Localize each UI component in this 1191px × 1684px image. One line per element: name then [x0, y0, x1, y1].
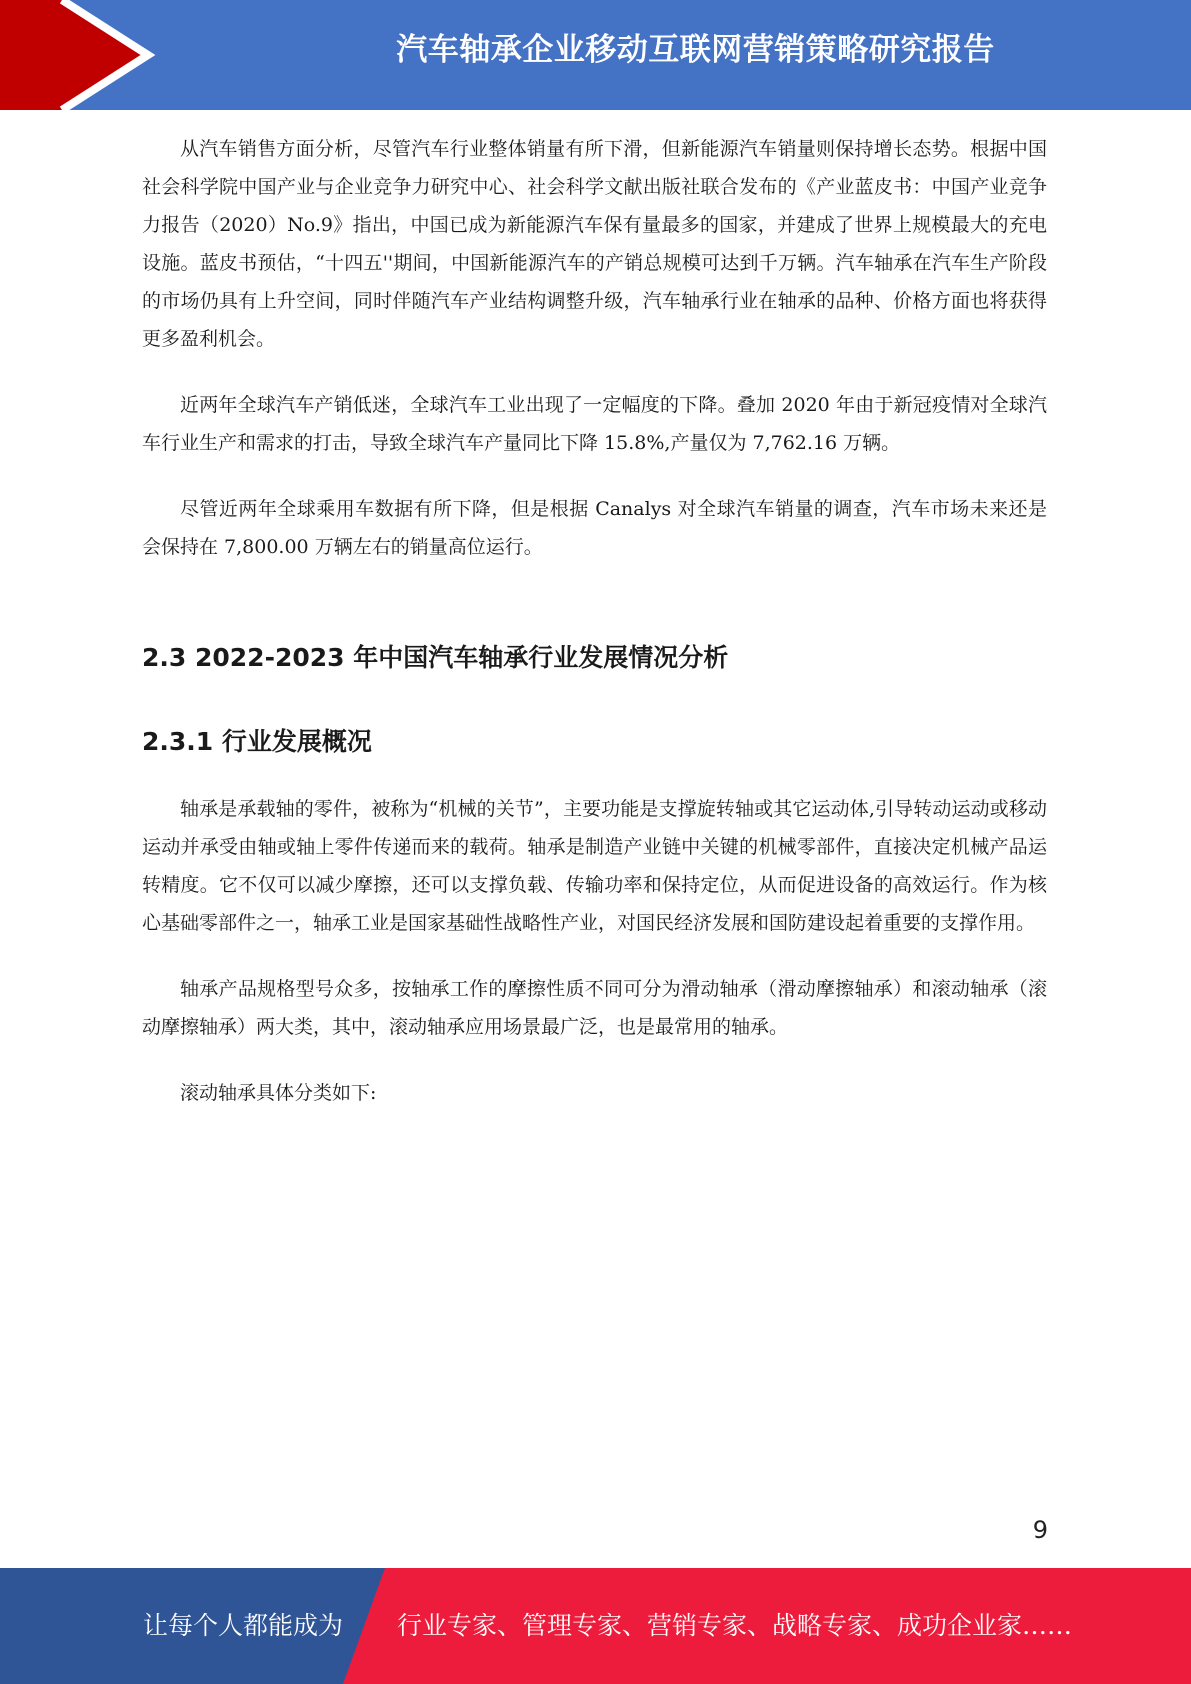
- paragraph-bearing-definition: 轴承是承载轴的零件，被称为“机械的关节”，主要功能是支撑旋转轴或其它运动体,引导转动运动或移动运动并承受由轴或轴上零件传递而来的载荷。轴承是制造产业链中关键的机械零部件，直接决定机械产品运转精度。它不仅可以减少摩擦，还可以支撑负载、传输功率和保持定位，从而促进设备的高效运行。作为核心基础零部件之一，轴承工业是国家基础性战略性产业，对国民经济发展和国防建设起着重要的支撑作用。: [142, 798, 1047, 934]
- paragraph-global-sales-outlook: 尽管近两年全球乘用车数据有所下降，但是根据 Canalys 对全球汽车销量的调查，汽车市场未来还是会保持在 7,800.00 万辆左右的销量高位运行。: [142, 498, 1047, 558]
- paragraph-rolling-bearing-intro: 滚动轴承具体分类如下:: [180, 1082, 377, 1104]
- paragraph-global-production: 近两年全球汽车产销低迷，全球汽车工业出现了一定幅度的下降。叠加 2020 年由于新冠疫情对全球汽车行业生产和需求的打击，导致全球汽车产量同比下降 15.8%,产量仅为 7,762.16 万辆。: [142, 394, 1047, 454]
- subsection-heading: 2.3.1 行业发展概况: [142, 727, 372, 756]
- footer-slogan-left: 让每个人都能成为: [143, 1611, 344, 1640]
- page-footer: [0, 1568, 1191, 1684]
- main-content: [142, 130, 1047, 1140]
- paragraph-new-energy-sales: 从汽车销售方面分析，尽管汽车行业整体销量有所下滑，但新能源汽车销量则保持增长态势。根据中国社会科学院中国产业与企业竞争力研究中心、社会科学文献出版社联合发布的《产业蓝皮书：中国产业竞争力报告（2020）No.9》指出，中国已成为新能源汽车保有量最多的国家，并建成了世界上规模最大的充电设施。蓝皮书预估，“十四五''期间，中国新能源汽车的产销总规模可达到千万辆。汽车轴承在汽车生产阶段的市场仍具有上升空间，同时伴随汽车产业结构调整升级，汽车轴承行业在轴承的品种、价格方面也将获得更多盈利机会。: [142, 138, 1047, 350]
- report-title: 汽车轴承企业移动互联网营销策略研究报告: [396, 32, 995, 68]
- footer-slogan-right: 行业专家、管理专家、营销专家、战略专家、成功企业家……: [397, 1611, 1073, 1640]
- section-heading: 2.3 2022-2023 年中国汽车轴承行业发展情况分析: [142, 643, 729, 672]
- page-number: 9: [1032, 1516, 1048, 1544]
- page-header: [0, 0, 1191, 110]
- paragraph-bearing-types: 轴承产品规格型号众多，按轴承工作的摩擦性质不同可分为滑动轴承（滑动摩擦轴承）和滚动轴承（滚动摩擦轴承）两大类，其中，滚动轴承应用场景最广泛，也是最常用的轴承。: [142, 978, 1047, 1038]
- header-red-chevron: [0, 0, 200, 110]
